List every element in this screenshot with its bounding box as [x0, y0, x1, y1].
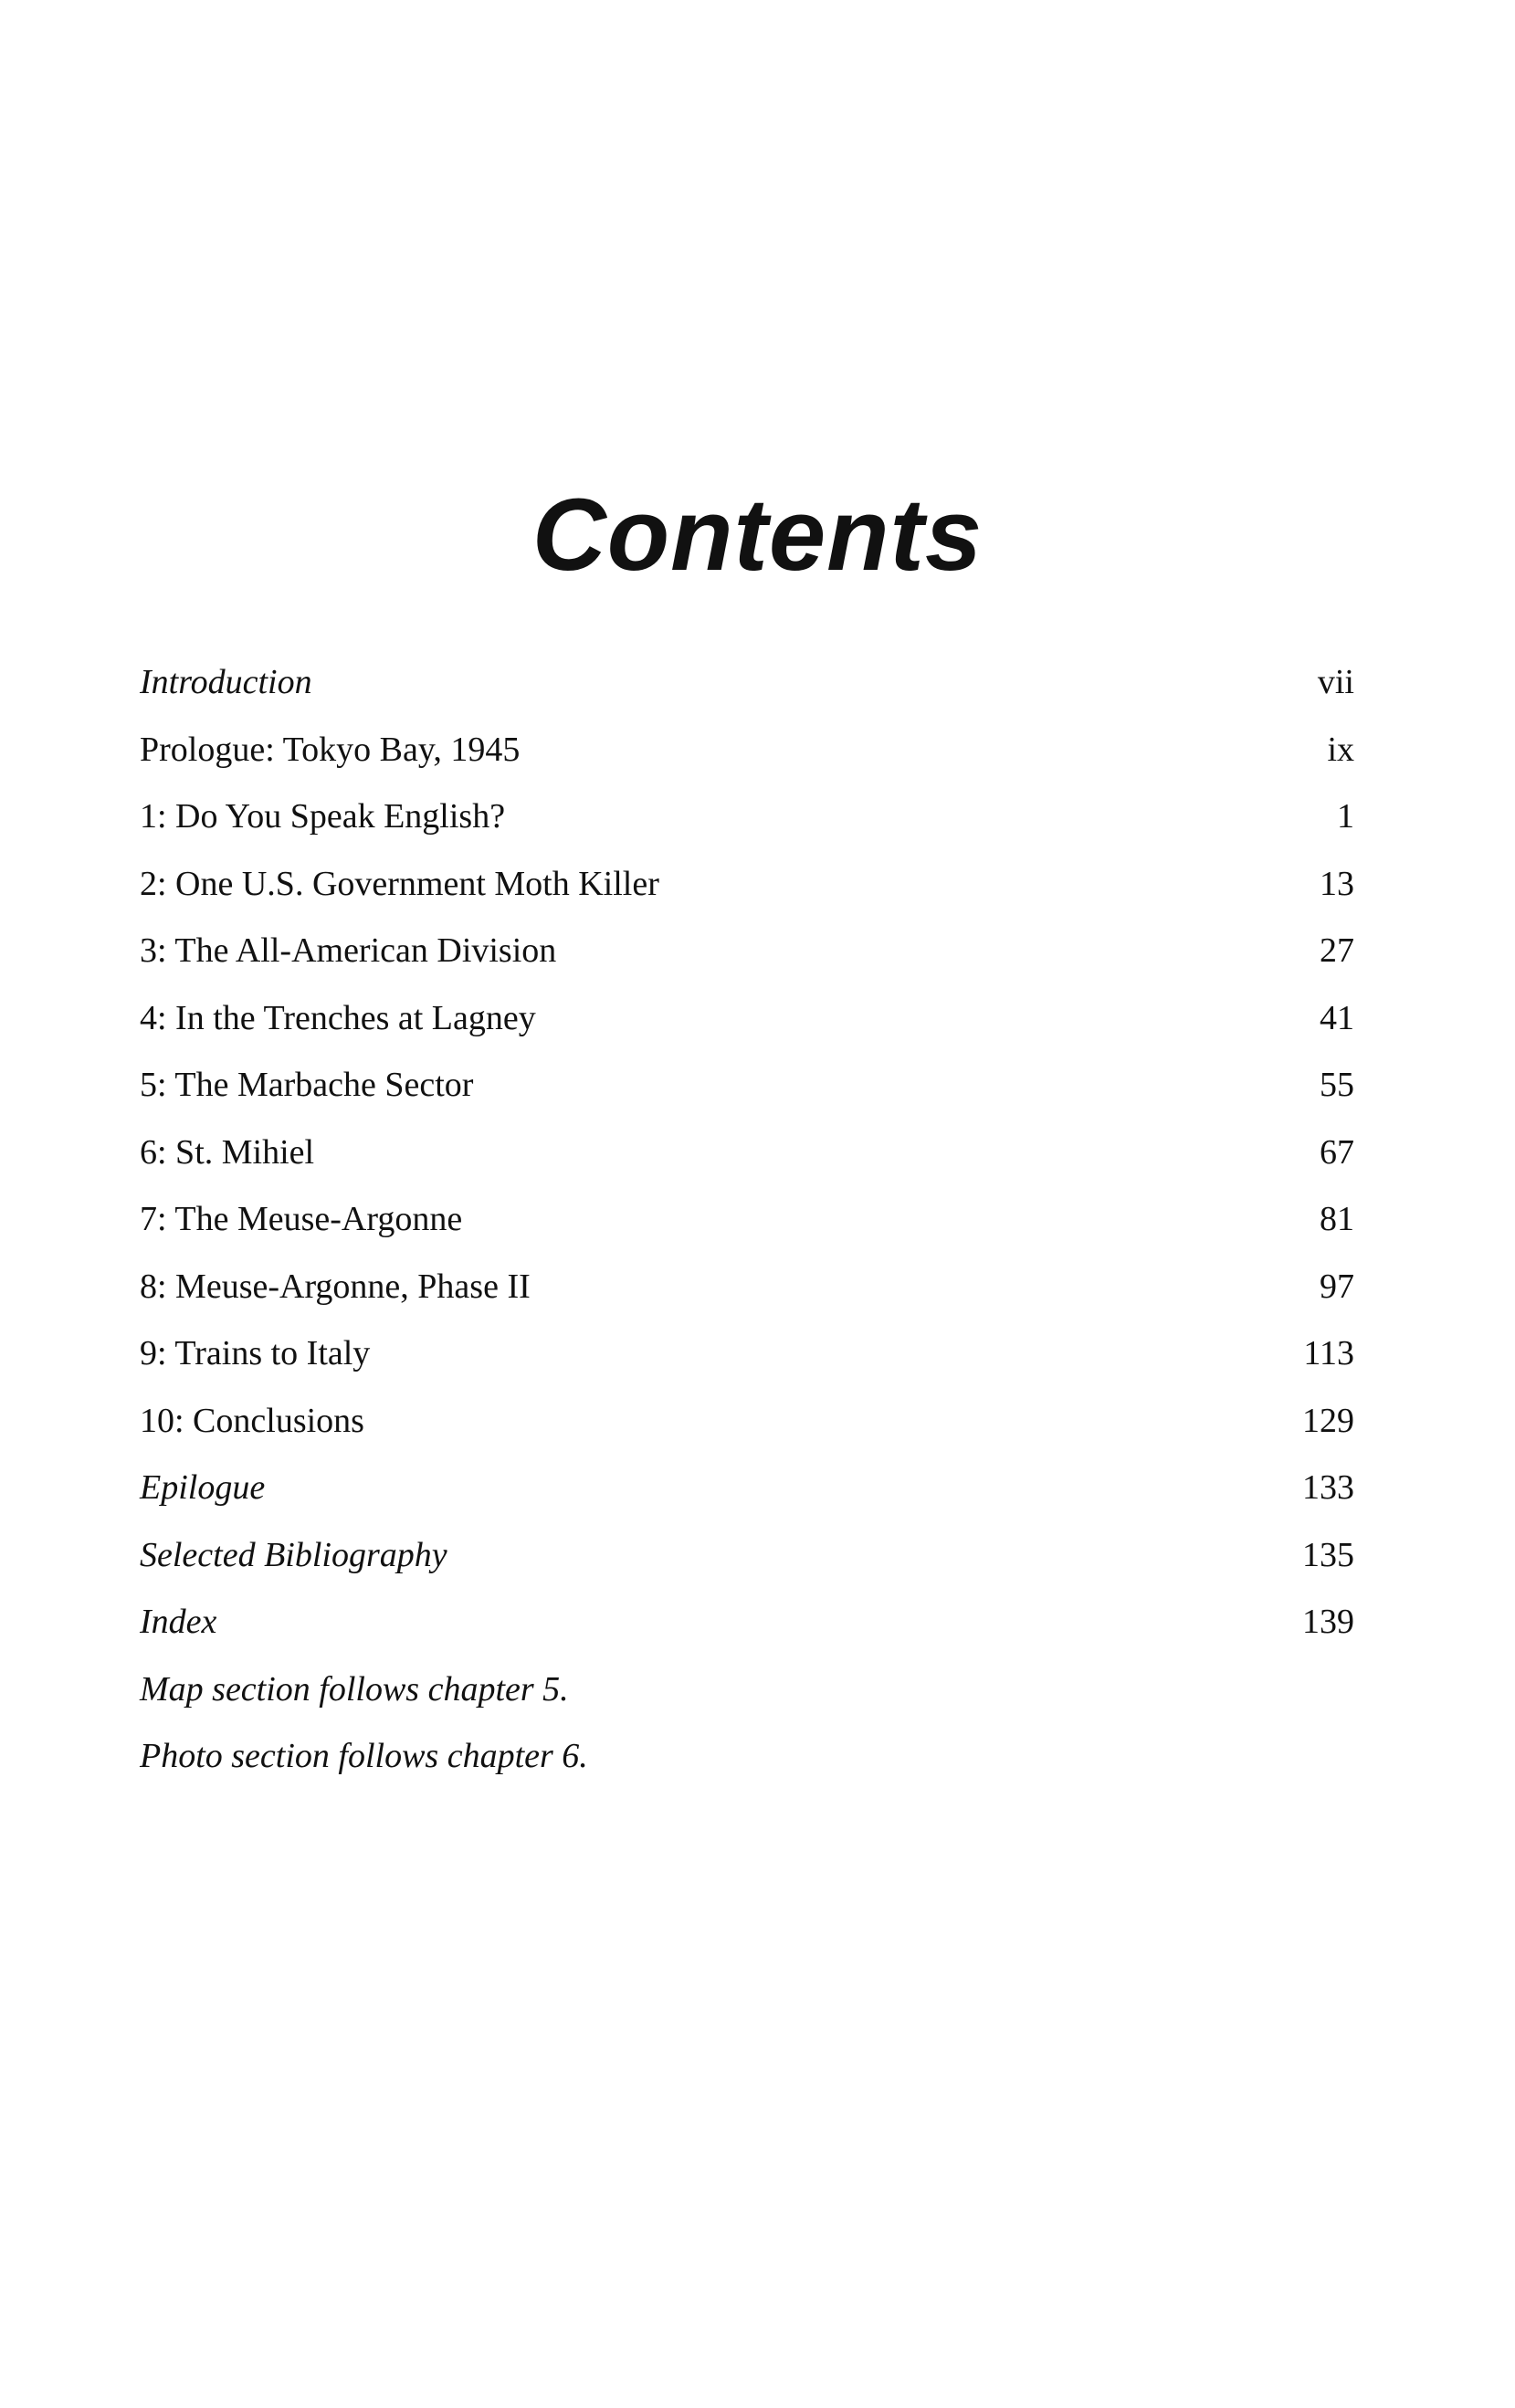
toc-entry-introduction[interactable] [140, 662, 1354, 730]
toc-entry-label: 9: Trains to Italy [140, 1334, 371, 1372]
toc-entry-page: ix [1327, 730, 1354, 769]
toc-entry-label: Prologue: Tokyo Bay, 1945 [140, 730, 521, 769]
toc-entry-chapter-6[interactable] [140, 1132, 1354, 1200]
toc-entry-page: 133 [1302, 1468, 1354, 1507]
map-section-note-text: Map section follows chapter 5. [140, 1669, 569, 1709]
toc-entry-chapter-8[interactable] [140, 1267, 1354, 1334]
toc-entry-chapter-4[interactable] [140, 998, 1354, 1066]
toc-entry-prologue[interactable] [140, 730, 1354, 797]
toc-entry-page: 55 [1320, 1066, 1354, 1104]
toc-entry-label: 7: The Meuse-Argonne [140, 1200, 463, 1238]
table-of-contents [140, 662, 1354, 1803]
toc-entry-page: 139 [1302, 1603, 1354, 1641]
toc-entry-label: 2: One U.S. Government Moth Killer [140, 864, 659, 903]
toc-entry-label: 3: The All-American Division [140, 931, 557, 970]
toc-entry-page: 97 [1320, 1267, 1354, 1306]
toc-entry-label: 8: Meuse-Argonne, Phase II [140, 1267, 531, 1306]
toc-entry-label: Selected Bibliography [140, 1535, 447, 1574]
toc-entry-label: 5: The Marbache Sector [140, 1066, 474, 1104]
toc-entry-chapter-9[interactable] [140, 1333, 1354, 1401]
toc-entry-page: 41 [1320, 998, 1354, 1037]
toc-entry-label: Epilogue [140, 1468, 266, 1507]
toc-entry-chapter-2[interactable] [140, 864, 1354, 931]
toc-entry-epilogue[interactable] [140, 1467, 1354, 1535]
toc-entry-page: vii [1317, 663, 1354, 701]
toc-entry-label: 4: In the Trenches at Lagney [140, 998, 536, 1037]
toc-entry-page: 81 [1320, 1200, 1354, 1238]
toc-entry-label: 6: St. Mihiel [140, 1132, 315, 1172]
map-section-note [140, 1669, 1354, 1737]
toc-entry-label: Introduction [140, 663, 312, 701]
toc-entry-page: 67 [1320, 1132, 1354, 1172]
toc-entry-page: 27 [1320, 931, 1354, 970]
toc-entry-chapter-1[interactable] [140, 796, 1354, 864]
toc-entry-page: 135 [1302, 1535, 1354, 1574]
toc-entry-label: 10: Conclusions [140, 1401, 364, 1440]
toc-entry-chapter-7[interactable] [140, 1199, 1354, 1267]
toc-entry-chapter-5[interactable] [140, 1065, 1354, 1132]
toc-entry-chapter-3[interactable] [140, 931, 1354, 998]
toc-entry-bibliography[interactable] [140, 1535, 1354, 1603]
page-title: Contents [531, 478, 984, 593]
toc-entry-page: 13 [1320, 864, 1354, 903]
toc-entry-index[interactable] [140, 1602, 1354, 1669]
toc-entry-page: 1 [1337, 797, 1354, 836]
toc-entry-page: 129 [1302, 1401, 1354, 1440]
toc-entry-label: 1: Do You Speak English? [140, 797, 506, 836]
toc-entry-page: 113 [1303, 1334, 1354, 1372]
photo-section-note-text: Photo section follows chapter 6. [140, 1737, 588, 1775]
toc-entry-label: Index [140, 1603, 217, 1641]
toc-entry-chapter-10[interactable] [140, 1401, 1354, 1468]
photo-section-note [140, 1736, 1354, 1803]
